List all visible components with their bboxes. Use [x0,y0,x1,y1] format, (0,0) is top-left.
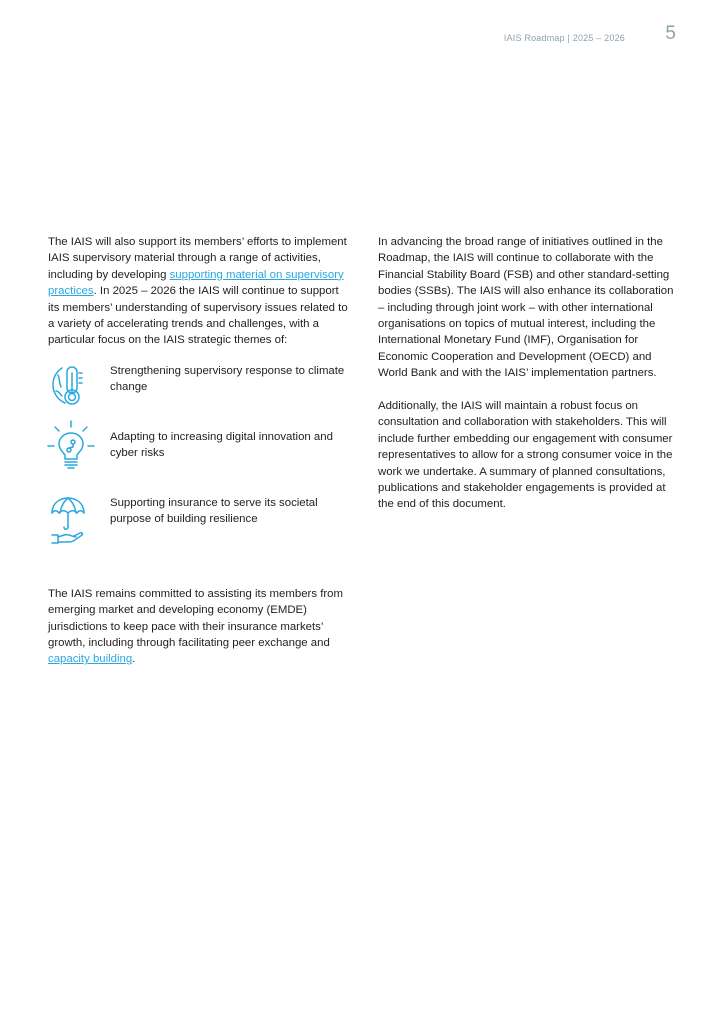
emde-text-1: The IAIS remains committed to assisting its members from emerging market and developing economy (EMDE) jurisdictions to keep pace with their insurance markets’ growth, including through facilitating peer exchange and [48,587,343,650]
theme-innovation [48,429,348,481]
collaboration-paragraph: In advancing the broad range of initiatives outlined in the Roadmap, the IAIS will continue to collaborate with the Financial Stability Board (FSB) and other standard-setting bodies (SSBs). The IAIS will also enhance its collaboration – including through joint work – with other international organisations on topics of mutual interest, including the International Monetary Fund (IMF), Organisation for Economic Cooperation and Development (OECD) and World Bank and with the IAIS’ implementation partners. [378,236,674,380]
emde-paragraph [48,586,348,668]
right-column [378,234,676,513]
innovation-lightbulb-icon [46,419,94,471]
left-column [48,234,348,668]
theme-climate [48,363,348,415]
intro-text-2: . In 2025 – 2026 the IAIS will continue to support its members’ understanding of supervisory issues related to a variety of accelerating trends and challenges, with a particular focus on the IAIS strategic themes of: [48,285,348,347]
theme-label-innovation: Adapting to increasing digital innovation and cyber risks [110,430,333,460]
umbrella-hand-icon [48,495,96,547]
intro-paragraph [48,234,348,349]
theme-resilience [48,495,348,547]
capacity-building-link[interactable]: capacity building [48,653,133,666]
themes-list [48,363,348,573]
page-number: 5 [665,23,676,44]
emde-text-2: . [132,653,136,666]
stakeholder-paragraph: Additionally, the IAIS will maintain a robust focus on consultation and collaboration with stakeholders. This will include further embedding our engagement with consumer representatives to allow for a strong consumer voice in the work we undertake. A summary of planned consultations, publications and stakeholder engagements is provided at the end of this document. [378,400,673,511]
theme-label-climate: Strengthening supervisory response to climate change [110,364,345,394]
header-label: IAIS Roadmap | 2025 – 2026 [503,33,625,43]
supporting-material-link[interactable]: supporting material on supervisory practices [48,268,344,298]
intro-text-1: The IAIS will also support its members’ efforts to implement IAIS supervisory material through a range of activities, including by developing [48,236,347,281]
climate-thermometer-icon [48,363,96,415]
theme-label-resilience: Supporting insurance to serve its societal purpose of building resilience [110,496,318,526]
